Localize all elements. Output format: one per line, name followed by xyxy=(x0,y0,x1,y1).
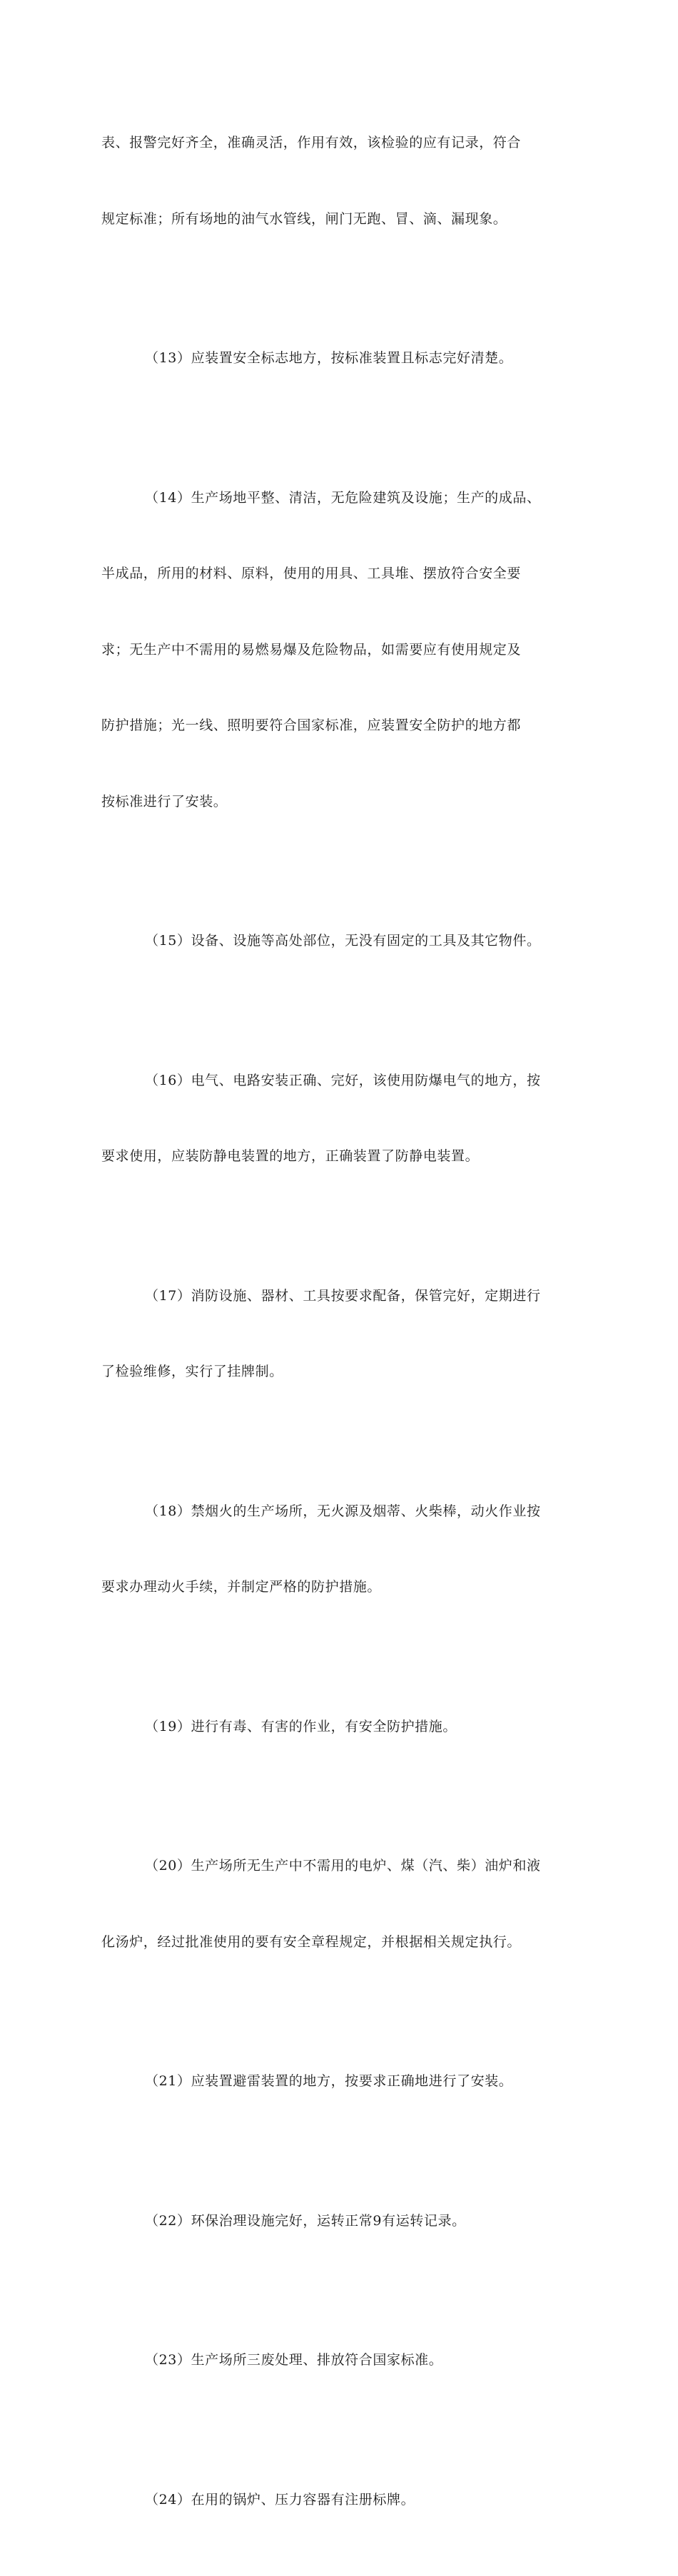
text-line: （15）设备、设施等高处部位，无没有固定的工具及其它物件。 xyxy=(145,933,541,949)
text-line: （14）生产场地平整、清洁，无危险建筑及设施；生产的成品、 xyxy=(145,489,541,506)
text-line: 求；无生产中不需用的易燃易爆及危险物品，如需要应有使用规定及 xyxy=(101,641,522,658)
paragraph-item-22 xyxy=(101,2158,578,2285)
text-line: 防护措施；光一线、照明要符合国家标准，应装置安全防护的地方都 xyxy=(101,717,522,733)
text-line: 要求使用，应装防静电装置的地方，正确装置了防静电装置。 xyxy=(101,1148,480,1164)
paragraph-item-21 xyxy=(101,2018,578,2145)
text-line: 要求办理动火手续，并制定严格的防护措施。 xyxy=(101,1579,382,1595)
text-line: （20）生产场所无生产中不需用的电炉、煤（汽、柴）油炉和液 xyxy=(145,1858,541,1874)
text-line: （19）进行有毒、有害的作业，有安全防护措施。 xyxy=(145,1718,457,1734)
text-line: （22）环保治理设施完好，运转正常9有运转记录。 xyxy=(145,2212,466,2229)
text-line: 表、报警完好齐全，准确灵活，作用有效，该检验的应有记录，符合 xyxy=(101,135,522,150)
paragraph-item-13 xyxy=(101,295,578,422)
text-line: （18）禁烟火的生产场所，无火源及烟蒂、火柴棒，动火作业按 xyxy=(145,1503,541,1519)
paragraph-item-17 xyxy=(101,1233,578,1436)
text-line: 按标准进行了安装。 xyxy=(101,793,228,809)
paragraph-item-24 xyxy=(101,2437,578,2564)
paragraph-item-20 xyxy=(101,1803,578,2005)
paragraph-item-18 xyxy=(101,1448,578,1651)
paragraph-item-23 xyxy=(101,2297,578,2424)
text-line: （21）应装置避雷装置的地方，按要求正确地进行了安装。 xyxy=(145,2073,513,2089)
text-line: （16）电气、电路安装正确、完好，该使用防爆电气的地方，按 xyxy=(145,1072,541,1088)
paragraph-continuation xyxy=(101,80,578,282)
text-line: 了检验维修，实行了挂牌制。 xyxy=(101,1364,283,1379)
text-line: 规定标准；所有场地的油气水管线，闸门无跑、冒、滴、漏现象。 xyxy=(101,210,507,227)
text-line: 化汤炉，经过批准使用的要有安全章程规定，并根据相关规定执行。 xyxy=(101,1933,522,1950)
text-line: （23）生产场所三废处理、排放符合国家标准。 xyxy=(145,2352,443,2368)
text-line: （24）在用的锅炉、压力容器有注册标牌。 xyxy=(145,2491,415,2508)
paragraph-item-14 xyxy=(101,435,578,866)
text-line: （17）消防设施、器材、工具按要求配备，保管完好，定期进行 xyxy=(145,1287,541,1304)
text-line: 半成品，所用的材料、原料，使用的用具、工具堆、摆放符合安全要 xyxy=(101,566,522,581)
text-line: （13）应装置安全标志地方，按标准装置且标志完好清楚。 xyxy=(145,350,513,366)
document-page xyxy=(101,80,578,2576)
paragraph-item-15 xyxy=(101,878,578,1005)
paragraph-item-16 xyxy=(101,1018,578,1220)
paragraph-item-19 xyxy=(101,1664,578,1791)
